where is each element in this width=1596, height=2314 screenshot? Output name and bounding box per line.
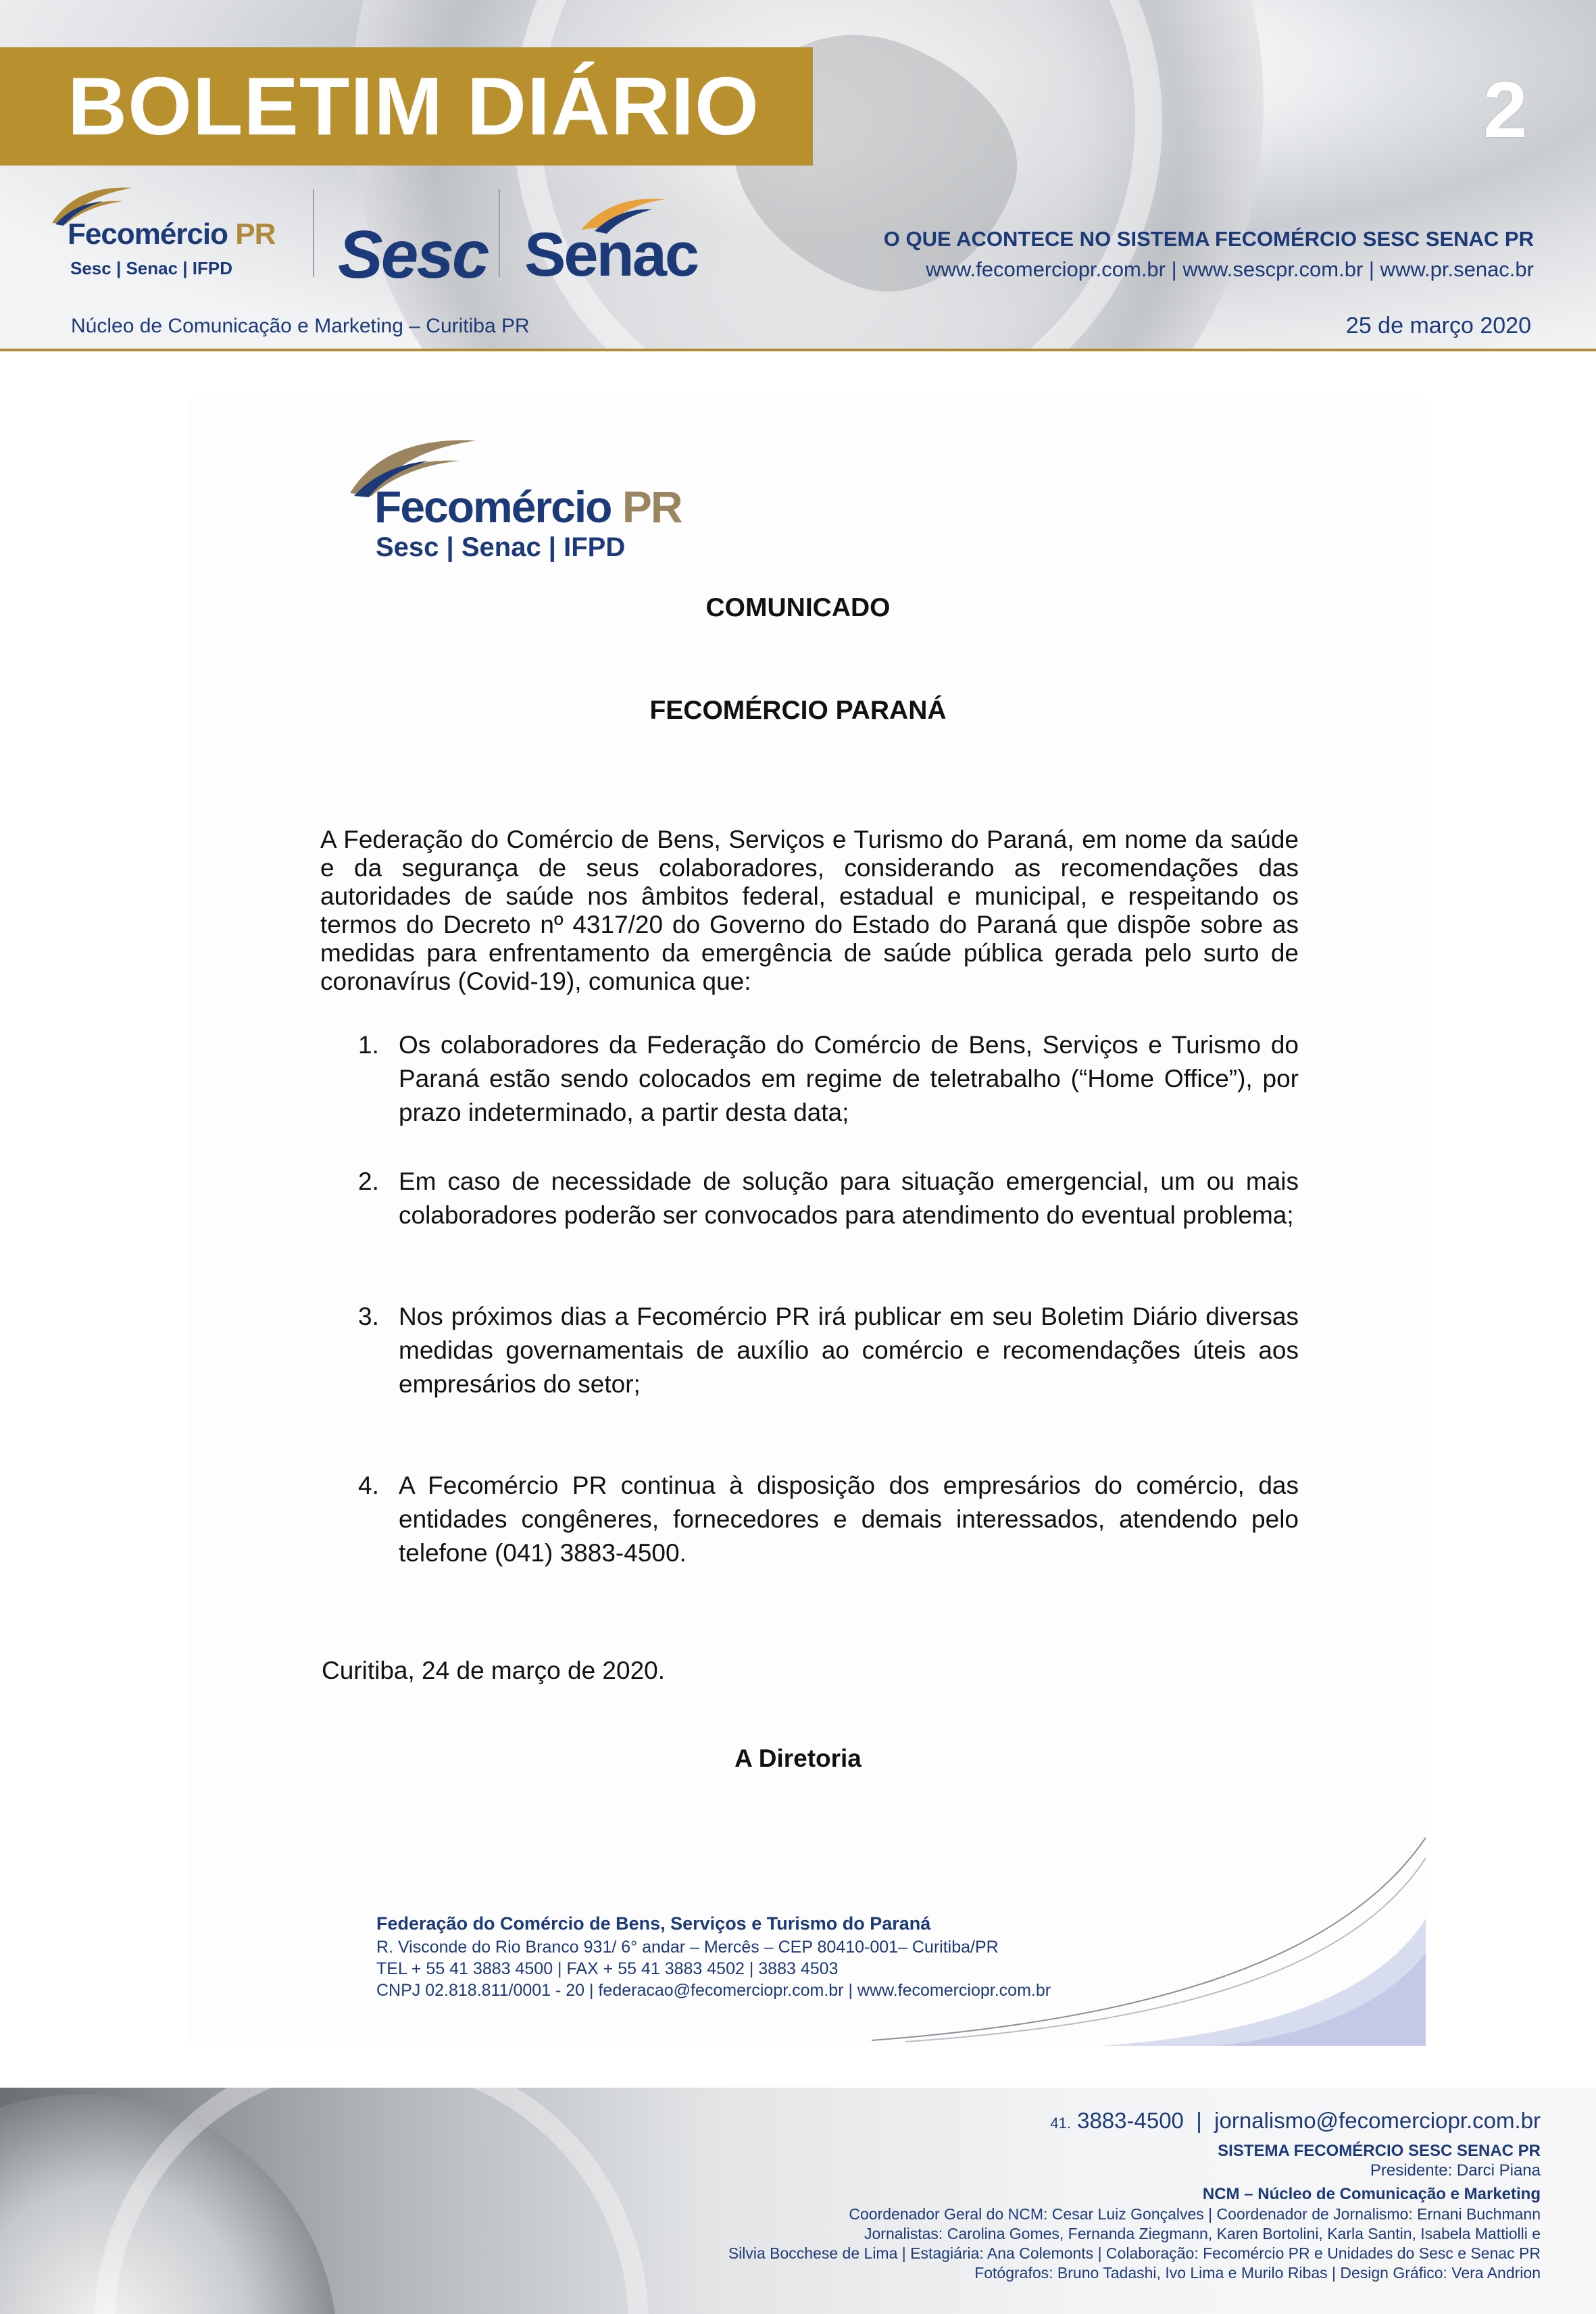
document-subtitle: FECOMÉRCIO PARANÁ (649, 696, 947, 725)
federation-address: R. Visconde do Rio Branco 931/ 6° andar – Mercês – CEP 80410-001– Curitiba/PR (376, 1938, 999, 1957)
bulletin-title: BOLETIM DIÁRIO (68, 60, 759, 152)
document-title: COMUNICADO (705, 593, 891, 622)
federation-name: Federação do Comércio de Bens, Serviços e Turismo do Paraná (376, 1913, 931, 1934)
phone-prefix: 41. (1050, 2115, 1071, 2132)
item-number: 1. (358, 1031, 379, 1059)
decorative-curves (865, 1817, 1426, 2047)
item-number: 4. (358, 1472, 379, 1499)
list-item (358, 1165, 1299, 1232)
senac-logo: Senac (524, 220, 698, 289)
document-logo (345, 432, 723, 574)
list-item (358, 1028, 1299, 1130)
document-logo-pr: PR (622, 482, 682, 532)
sesc-logo: Sesc (338, 217, 488, 293)
item-number: 3. (358, 1303, 379, 1330)
item-text: Em caso de necessidade de solução para situação emergencial, um ou mais colaboradores poderão ser convocados para atendimento do eventual problema; (399, 1167, 1299, 1229)
footer-coordinators: Coordenador Geral do NCM: Cesar Luiz Gonçalves | Coordenador de Jornalismo: Ernani Buchmann (849, 2205, 1541, 2223)
federation-phone: TEL + 55 41 3883 4500 | FAX + 55 41 3883 4502 | 3883 4503 (376, 1959, 839, 1978)
item-text: Os colaboradores da Federação do Comércio de Bens, Serviços e Turismo do Paraná estão sendo colocados em regime de teletrabalho (“Home Office”), por prazo indeterminado, a partir desta data; (399, 1031, 1299, 1126)
footer-ncm: NCM – Núcleo de Comunicação e Marketing (1202, 2185, 1541, 2203)
fecomercio-logo (49, 182, 319, 284)
logo-divider (499, 189, 500, 277)
fecomercio-name: Fecomércio (68, 218, 228, 251)
footer-email[interactable]: jornalismo@fecomerciopr.com.br (1214, 2108, 1541, 2133)
footer-photographers: Fotógrafos: Bruno Tadashi, Ivo Lima e Murilo Ribas | Design Gráfico: Vera Andrion (974, 2264, 1541, 2282)
list-item (358, 1300, 1299, 1401)
footer-contact: 41. 3883-4500 | jornalismo@fecomerciopr.com.br (1050, 2108, 1541, 2133)
fecomercio-sub: Sesc | Senac | IFPD (70, 258, 232, 278)
title-banner (0, 47, 813, 166)
item-number: 2. (358, 1167, 379, 1195)
fecomercio-pr: PR (235, 218, 276, 251)
federation-cnpj: CNPJ 02.818.811/0001 - 20 | federacao@fecomerciopr.com.br | www.fecomerciopr.com.br (376, 1981, 1051, 2000)
nucleo-label: Núcleo de Comunicação e Marketing – Curitiba PR (71, 315, 530, 337)
bulletin-date: 25 de março 2020 (1345, 313, 1531, 338)
item-text: A Fecomércio PR continua à disposição dos empresários do comércio, das entidades congêneres, fornecedores e demais interessados, atendendo pelo telefone (041) 3883-4500. (399, 1472, 1299, 1567)
logo-divider (313, 189, 314, 277)
document-logo-sub: Sesc | Senac | IFPD (376, 532, 626, 562)
document-logo-name: Fecomércio (374, 482, 612, 532)
footer-phone: 3883-4500 (1077, 2108, 1184, 2133)
signature: A Diretoria (734, 1744, 862, 1772)
website-links[interactable]: www.fecomerciopr.com.br | www.sescpr.com.br | www.pr.senac.br (926, 257, 1534, 281)
slogan: O QUE ACONTECE NO SISTEMA FECOMÉRCIO SESC SENAC PR (883, 227, 1534, 251)
place-date: Curitiba, 24 de março de 2020. (322, 1657, 666, 1684)
footer-president: Presidente: Darci Piana (1370, 2161, 1541, 2180)
intro-paragraph: A Federação do Comércio de Bens, Serviços e Turismo do Paraná, em nome da saúde e da segurança de seus colaboradores, considerando as recomendações das autoridades de saúde nos âmbitos federal, estadual e municipal, e respeitando os termos do Decreto nº 4317/20 do Governo do Estado do Paraná que dispõe sobre as medidas para enfrentamento da emergência de saúde pública gerada pelo surto de coronavírus (Covid-19), comunica que: (320, 826, 1299, 995)
footer-journalists: Jornalistas: Carolina Gomes, Fernanda Ziegmann, Karen Bortolini, Karla Santin, Isabela Mattiolli e (864, 2225, 1541, 2242)
footer-system: SISTEMA FECOMÉRCIO SESC SENAC PR (1218, 2142, 1541, 2160)
page-number: 2 (1483, 66, 1528, 155)
item-text: Nos próximos dias a Fecomércio PR irá publicar em seu Boletim Diário diversas medidas governamentais de auxílio ao comércio e recomendações úteis aos empresários do setor; (399, 1303, 1299, 1398)
list-item (358, 1469, 1299, 1570)
footer-journalists-2: Silvia Bocchese de Lima | Estagiária: Ana Colemonts | Colaboração: Fecomércio PR e Unidades do Sesc e Senac PR (728, 2244, 1541, 2262)
header-divider (0, 349, 1596, 351)
